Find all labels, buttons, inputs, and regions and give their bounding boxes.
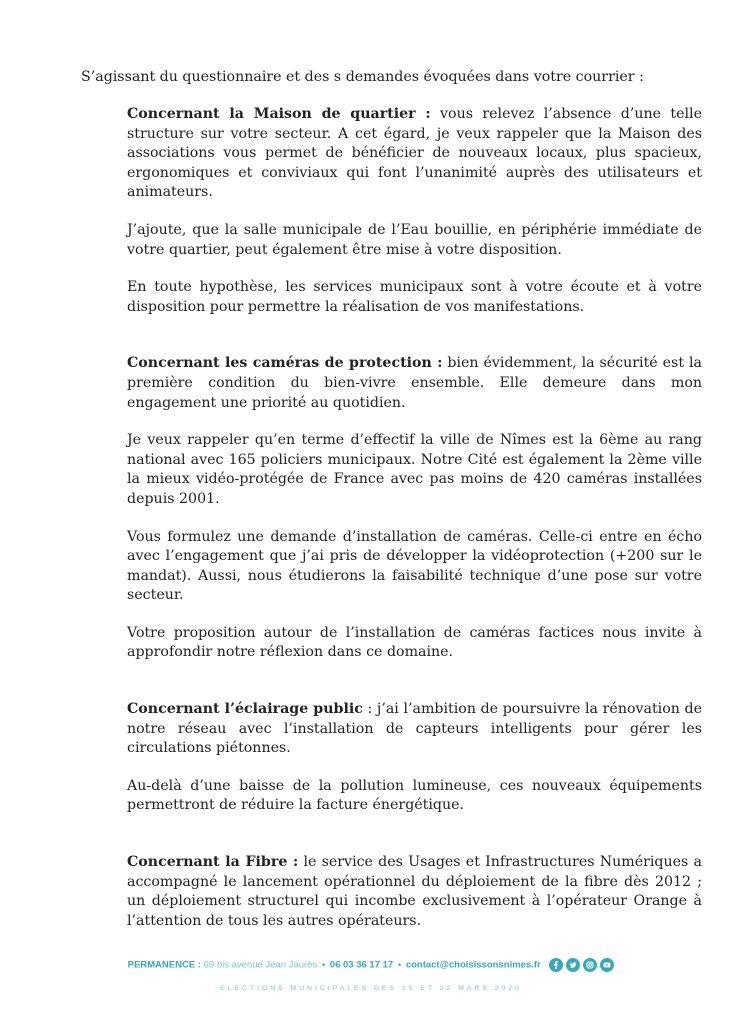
section-cameras-paragraph-1: Concernant les caméras de protection : bien évidemment, la sécurité est la première condition du bien-vivre ensemble. Elle demeure dans mon engagement une priorité au quotidien. (127, 355, 702, 411)
section-eclairage-heading: Concernant l’éclairage public (127, 701, 363, 718)
section-eclairage-paragraph-1: Concernant l’éclairage public : j’ai l’ambition de poursuivre la rénovation de notre réseau avec l’installation de capteurs intelligents pour gérer les circulations piétonnes. (127, 701, 703, 757)
section-cameras-paragraph-2: Je veux rappeler qu’en terme d’effectif la ville de Nîmes est la 6ème au rang national avec 165 policiers municipaux. Notre Cité est également la 2ème ville la mieux vidéo-protégée de France avec pas moins de 420 caméras installées depuis 2001. (127, 432, 702, 507)
footer-phone[interactable]: 06 03 36 17 17 (329, 959, 394, 971)
section-maison-heading: Concernant la Maison de quartier : (127, 106, 431, 122)
social-icons (549, 958, 614, 972)
youtube-icon[interactable] (600, 958, 614, 972)
footer-address: 69 bis avenue Jean Jaurès (200, 959, 318, 971)
section-eclairage-paragraph-2: Au-delà d’une baisse de la pollution lumineuse, ces nouveaux équipements permettront de réduire la facture énergétique. (127, 777, 702, 814)
footer-email[interactable]: contact@choisissonsnimes.fr (405, 959, 541, 971)
election-tagline: ELECTIONS MUNICIPALES DES 15 ET 22 MARS 2020 (220, 985, 522, 992)
footer-contact: PERMANENCE : 69 bis avenue Jean Jaurès • 06 03 36 17 17 • contact@choisissonsnimes.fr (0, 958, 742, 972)
footer-label: PERMANENCE : (127, 959, 201, 971)
section-fibre-heading: Concernant la Fibre : (127, 854, 299, 871)
twitter-icon[interactable] (566, 958, 580, 972)
section-maison-paragraph-1: Concernant la Maison de quartier : vous relevez l’absence d’une telle structure sur votre secteur. A cet égard, je veux rappeler que la Maison des associations vous permet de bénéficier de nouveaux locaux, plus spacieux, ergonomiques et conviviaux qui font l’unanimité auprès des utilisateurs et animateurs. (127, 106, 702, 201)
section-fibre-paragraph-1: Concernant la Fibre : le service des Usages et Infrastructures Numériques a accompagné le lancement opérationnel du déploiement de la fibre dès 2012 ; un déploiement structurel qui incombe exclusivement à l’opérateur Orange à l’attention de tous les autres opérateurs. (127, 854, 703, 929)
letter-body (127, 105, 702, 949)
section-maison-paragraph-2: J’ajoute, que la salle municipale de l’Eau bouillie, en périphérie immédiate de votre quartier, peut également être mise à votre disposition. (127, 221, 702, 258)
section-cameras-paragraph-4: Votre proposition autour de l’installation de caméras factices nous invite à approfondir notre réflexion dans ce domaine. (127, 624, 702, 661)
instagram-icon[interactable] (583, 958, 597, 972)
facebook-icon[interactable] (549, 958, 563, 972)
section-cameras-heading: Concernant les caméras de protection : (127, 355, 443, 372)
section-maison-paragraph-3: En toute hypothèse, les services municipaux sont à votre écoute et à votre disposition pour permettre la réalisation de vos manifestations. (127, 279, 702, 315)
section-cameras-paragraph-3: Vous formulez une demande d’installation de caméras. Celle-ci entre en écho avec l’engagement que j’ai pris de développer la vidéoprotection (+200 sur le mandat). Aussi, nous étudierons la faisabilité technique d’une pose sur votre secteur. (127, 528, 702, 604)
intro-line: S’agissant du questionnaire et des s demandes évoquées dans votre courrier : (81, 69, 644, 85)
